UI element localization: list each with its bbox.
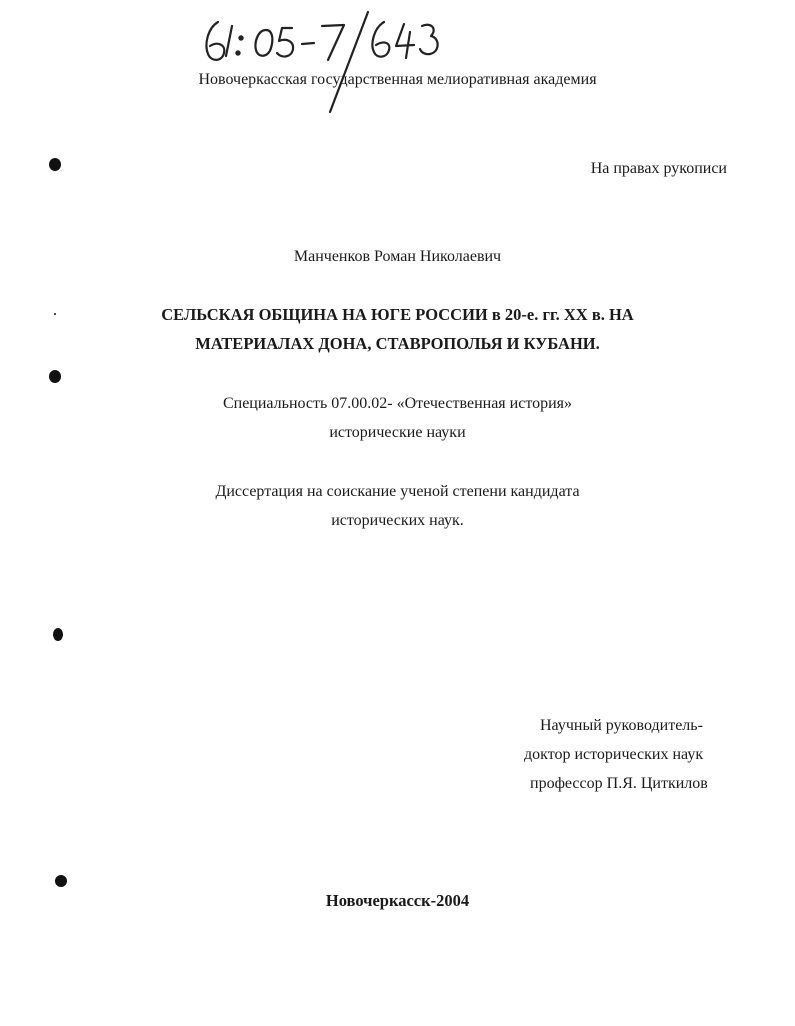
scan-speck: [55, 875, 67, 887]
author-name: Манченков Роман Николаевич: [293, 248, 502, 265]
handwritten-archive-number: [196, 8, 446, 118]
supervisor-role: Научный руководитель-: [540, 717, 703, 734]
dissertation-title-line-2: МАТЕРИАЛАХ ДОНА, СТАВРОПОЛЬЯ И КУБАНИ.: [195, 334, 600, 353]
specialty-line-2: исторические науки: [329, 424, 466, 441]
manuscript-rights-label: На правах рукописи: [590, 160, 727, 177]
scan-speck: [49, 158, 61, 171]
scan-speck: [53, 628, 63, 641]
supervisor-degree: доктор исторических наук: [524, 746, 704, 763]
scan-speck: [54, 313, 56, 315]
specialty-line-1: Специальность 07.00.02- «Отечественная история»: [222, 395, 573, 412]
dissertation-purpose-line-2: исторических наук.: [331, 512, 464, 529]
scan-speck: [49, 370, 61, 383]
city-year: Новочеркасск-2004: [325, 891, 470, 910]
dissertation-purpose-line-1: Диссертация на соискание ученой степени кандидата: [215, 483, 580, 500]
supervisor-name: профессор П.Я. Циткилов: [530, 775, 708, 792]
institution-name: Новочеркасская государственная мелиоративная академия: [198, 71, 597, 88]
dissertation-title-line-1: СЕЛЬСКАЯ ОБЩИНА НА ЮГЕ РОССИИ в 20-е. гг. XX в. НА: [161, 305, 634, 324]
